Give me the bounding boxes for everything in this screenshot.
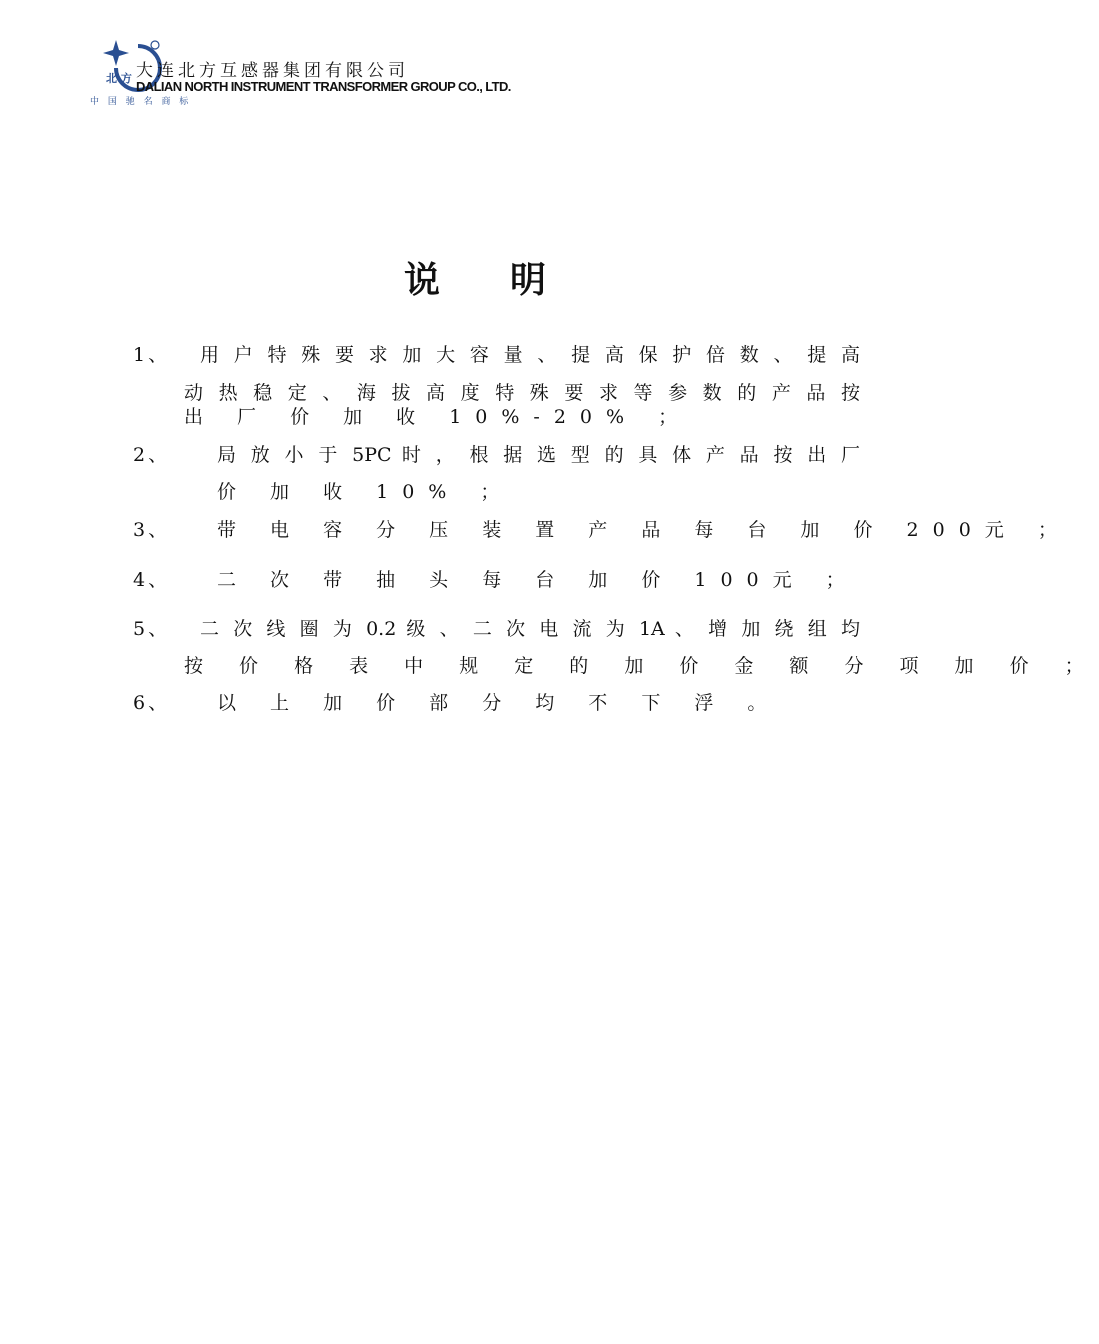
page-title: 说明 <box>403 260 616 301</box>
list-item-line: 带 电 容 分 压 装 置 产 品 每 台 加 价 200元 ； <box>217 519 1071 541</box>
company-name-cn: 大连北方互感器集团有限公司 <box>136 61 409 81</box>
list-item-line: 局 放 小 于 5PC 时 ， 根 据 选 型 的 具 体 产 品 按 出 厂 <box>217 444 860 466</box>
list-item-line: 以 上 加 价 部 分 均 不 下 浮 。 <box>217 692 781 714</box>
list-item-number: 2、 <box>133 444 171 466</box>
list-item-number: 6、 <box>133 692 171 714</box>
logo-subtitle: 中 国 驰 名 商 标 <box>90 97 192 107</box>
logo-text: 北 方 <box>106 72 132 85</box>
list-item-number: 1、 <box>133 344 171 366</box>
list-item-number: 3、 <box>133 519 171 541</box>
list-item-line: 出 厂 价 加 收 10%-20% ； <box>184 406 692 428</box>
list-item-number: 4、 <box>133 569 171 591</box>
list-item-line: 用 户 特 殊 要 求 加 大 容 量 、 提 高 保 护 倍 数 、 提 高 <box>200 344 860 366</box>
list-item-line: 价 加 收 10% ； <box>217 481 514 503</box>
company-name-en: DALIAN NORTH INSTRUMENT TRANSFORMER GROUP CO., LTD. <box>136 79 511 94</box>
list-item-line: 二 次 带 抽 头 每 台 加 价 100元 ； <box>217 569 859 591</box>
list-item-line: 二 次 线 圈 为 0.2 级 、 二 次 电 流 为 1A 、 增 加 绕 组 均 <box>200 618 860 640</box>
list-item-line: 按 价 格 表 中 规 定 的 加 价 金 额 分 项 加 价 ； <box>184 655 1099 677</box>
list-item-line: 动 热 稳 定 、 海 拔 高 度 特 殊 要 求 等 参 数 的 产 品 按 <box>184 382 860 404</box>
list-item-number: 5、 <box>133 618 171 640</box>
